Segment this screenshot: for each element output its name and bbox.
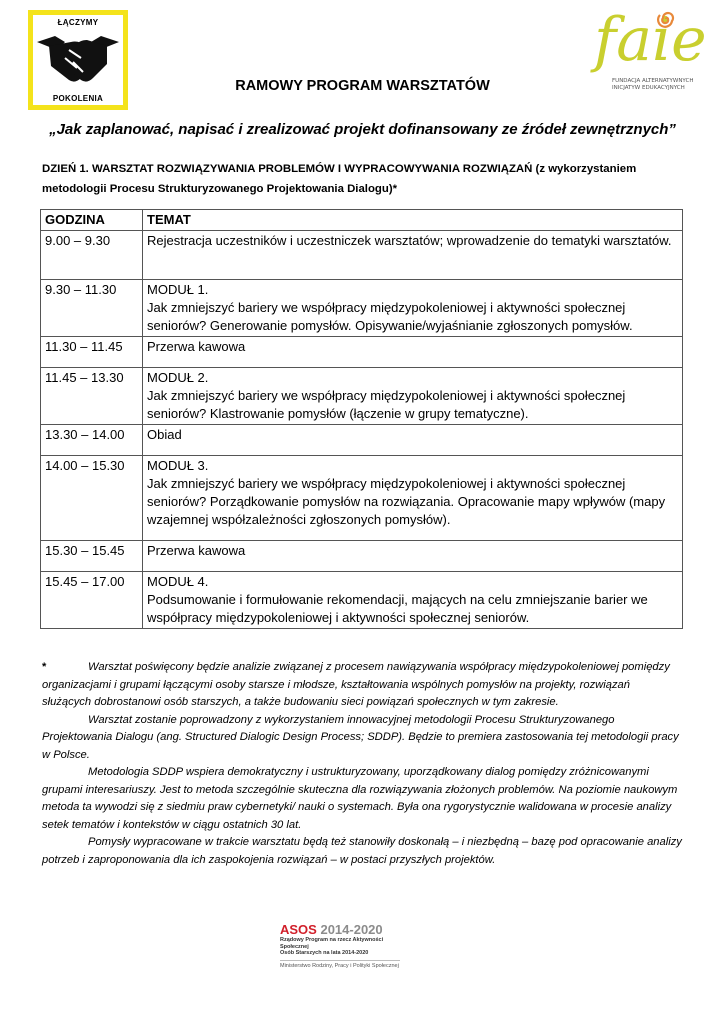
divider [280,960,400,961]
day-heading: DZIEŃ 1. WARSZTAT ROZWIĄZYWANIA PROBLEMÓW I WYPRACOWYWANIA ROZWIĄZAŃ (z wykorzystaniem metodologii Procesu Strukturyzowanego Projektowania Dialogu)* [42,163,637,195]
time-cell: 9.30 – 11.30 [41,280,143,337]
table-row [41,456,683,541]
time-cell: 15.30 – 15.45 [41,541,143,572]
footnote-paragraph: Warsztat zostanie poprowadzony z wykorzystaniem innowacyjnej metodologii Procesu Strukturyzowanego Projektowania Dialogu (ang. Structured Dialogic Design Process; SDDP). Będzie to premiera zastosowania tej metodologii pracy w Polsce. [42,713,679,761]
time-cell: 9.00 – 9.30 [41,231,143,280]
header-time: GODZINA [41,210,143,231]
footnote [42,659,682,869]
table-row [41,231,683,280]
table-header-row [41,210,683,231]
table-row [41,337,683,368]
time-cell: 11.30 – 11.45 [41,337,143,368]
schedule-table [40,209,683,629]
asos-wordmark: ASOS 2014-2020 [280,922,383,937]
spiral-icon [656,8,678,30]
logo-top-text: ŁĄCZYMY [57,18,99,27]
table-row [41,280,683,337]
time-cell: 11.45 – 13.30 [41,368,143,425]
module-label: MODUŁ 3. [147,458,209,473]
time-cell: 15.45 – 17.00 [41,572,143,629]
faie-wordmark: faie [594,5,707,75]
topic-cell: MODUŁ 1. Jak zmniejszyć bariery we współpracy międzypokoleniowej i aktywności społecznej seniorów? Generowanie pomysłów. Opisywanie/wyjaśnianie zgłoszonych pomysłów. [143,280,683,337]
footnote-paragraph: Metodologia SDDP wspiera demokratyczny i ustrukturyzowany, uporządkowany dialog pomiędzy zróżnicowanymi grupami interesariuszy. Jest to metoda szczególnie skuteczna dla rozwiązywania złożonych problemów. Na poziomie naukowym metoda ta wywodzi się z siedmiu praw cybernetyki/ nauki o systemach. Była ona rygorystycznie walidowana w procesie analizy setek tematów i kontekstów w ciągu ostatnich 30 lat. [42,766,678,831]
topic-cell: MODUŁ 2. Jak zmniejszyć bariery we współpracy międzypokoleniowej i aktywności społecznej seniorów? Klastrowanie pomysłów (łączenie w grupy tematyczne). [143,368,683,425]
table-row [41,572,683,629]
page-title: RAMOWY PROGRAM WARSZTATÓW [235,78,490,94]
table-row [41,425,683,456]
topic-cell: Obiad [143,425,683,456]
logo-bottom-text: POKOLENIA [52,94,104,103]
asos-logo: ASOS 2014-2020 Rządowy Program na rzecz Aktywności Społecznej Osób Starszych na lata 2014-2020 Ministerstwo Rodziny, Pracy i Polityki Społecznej [280,922,410,974]
ministry-name: Ministerstwo Rodziny, Pracy i Polityki Społecznej [280,962,399,969]
time-cell: 14.00 – 15.30 [41,456,143,541]
topic-cell: Przerwa kawowa [143,337,683,368]
footnote-paragraph: Pomysły wypracowane w trakcie warsztatu będą też stanowiły doskonałą – i niezbędną – bazę pod opracowanie analizy potrzeb i zaproponowania dla ich zaspokojenia rozwiązań – w postaci przyszłych projektów. [42,836,682,866]
topic-cell: Przerwa kawowa [143,541,683,572]
module-label: MODUŁ 1. [147,282,209,297]
footnote-paragraph: * Warsztat poświęcony będzie analizie związanej z procesem nawiązywania współpracy międzypokoleniowej pomiędzy organizacjami i grupami łączącymi osoby starsze i młodsze, kształtowania wspólnych pomysłów na projekty, rozwiązań służących dobrostanowi osób starszych, a także budowaniu sieci powiązań społecznych w tym zakresie. [42,661,670,708]
topic-cell: MODUŁ 4. Podsumowanie i formułowanie rekomendacji, mających na celu zmniejszanie barier we współpracy międzypokoleniowej i aktywności społecznej seniorów. [143,572,683,629]
laczymy-pokolenia-logo [28,10,128,110]
table-row [41,541,683,572]
module-label: MODUŁ 2. [147,370,209,385]
topic-cell: MODUŁ 3. Jak zmniejszyć bariery we współpracy międzypokoleniowej i aktywności społecznej seniorów? Porządkowanie pomysłów na rozwiązania. Opracowanie mapy wpływów (mapy wzajemnej współzależności zgłoszonych pomysłów). [143,456,683,541]
header-topic: TEMAT [143,210,683,231]
foundation-name: FUNDACJA ALTERNATYWNYCH INICJATYW EDUKACYJNYCH [612,78,694,91]
table-row [41,368,683,425]
module-label: MODUŁ 4. [147,574,209,589]
topic-cell: Rejestracja uczestników i uczestniczek warsztatów; wprowadzenie do tematyki warsztatów. [143,231,683,280]
time-cell: 13.30 – 14.00 [41,425,143,456]
footnote-star: * [42,661,47,673]
workshop-subtitle: „Jak zaplanować, napisać i zrealizować projekt dofinansowany ze źródeł zewnętrznych” [49,121,676,138]
